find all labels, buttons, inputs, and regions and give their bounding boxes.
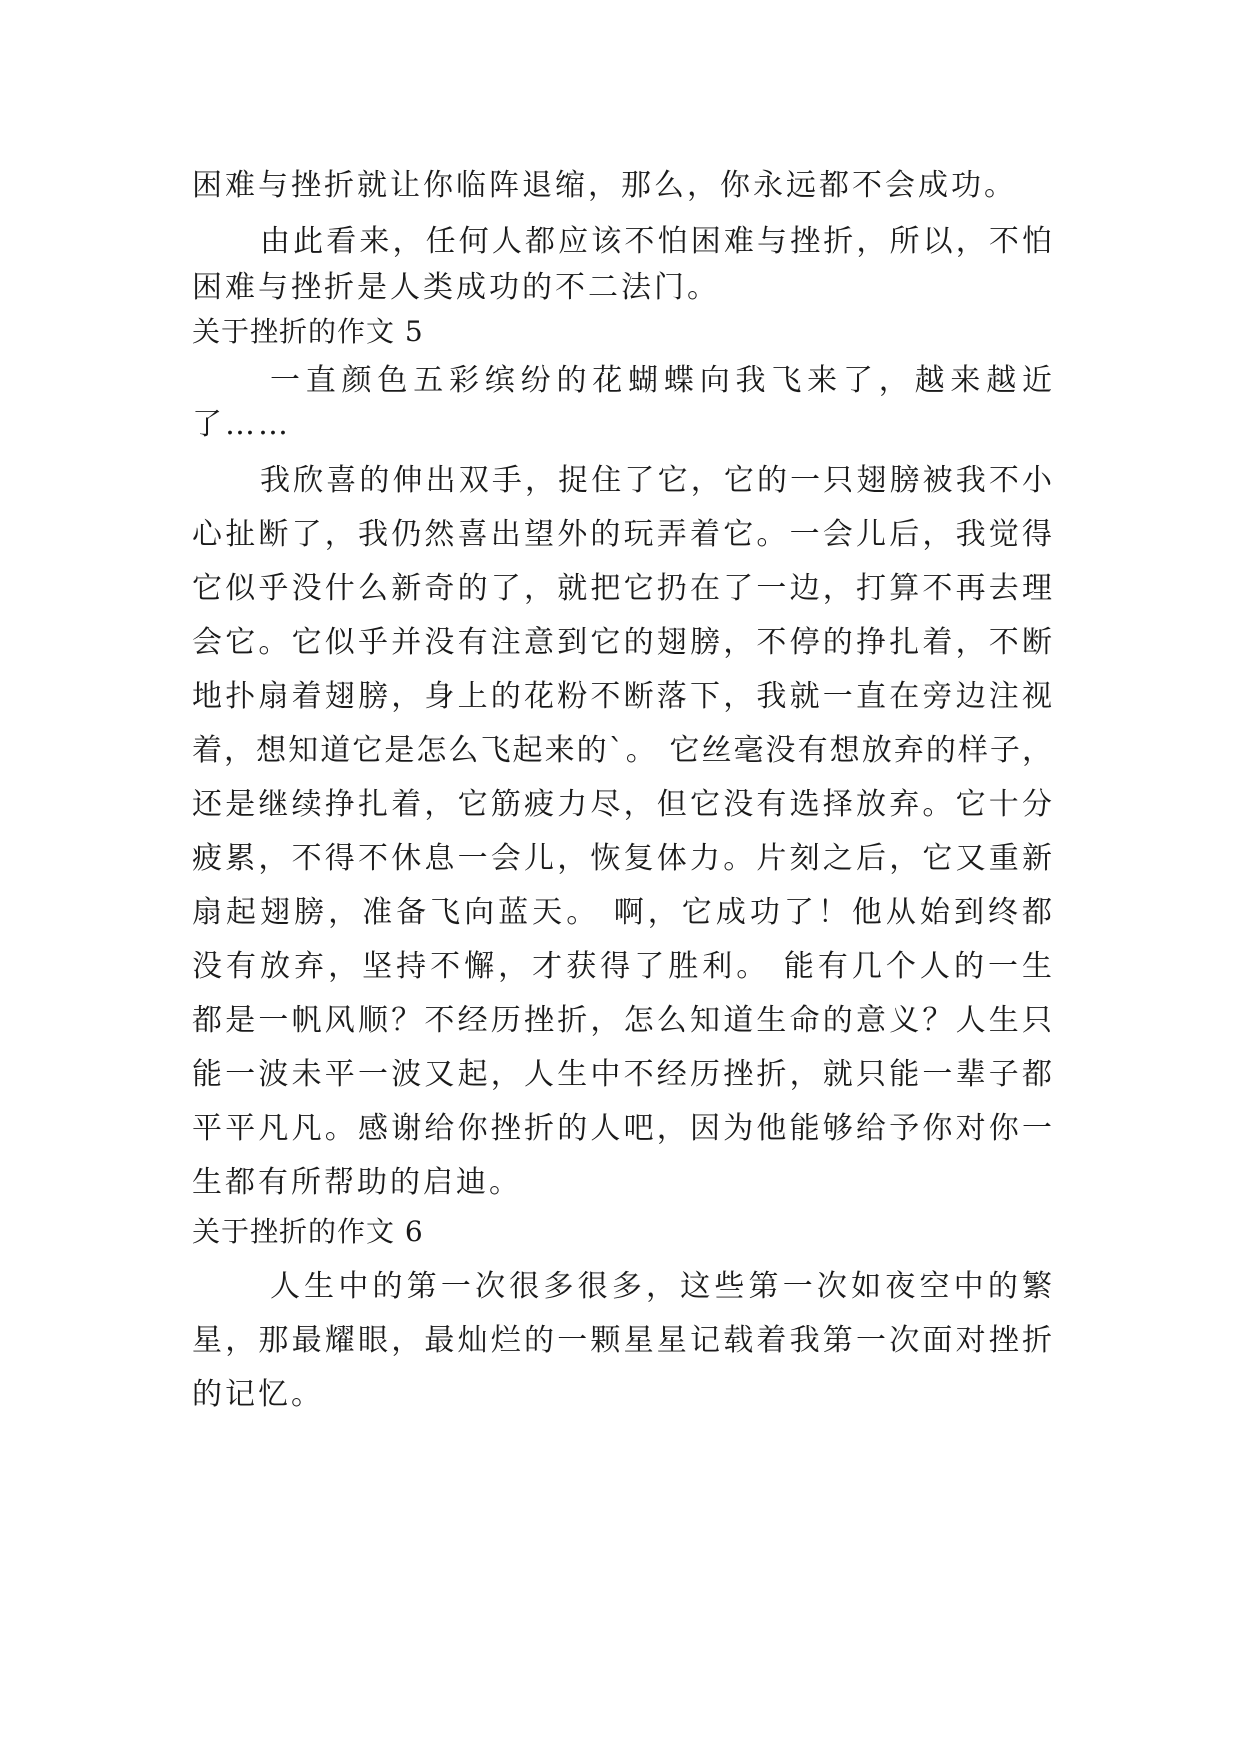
- text-line: 困难与挫折是人类成功的不二法门。: [192, 270, 720, 305]
- text-line: 由此看来，任何人都应该不怕困难与挫折，所以，不怕: [260, 224, 1052, 259]
- text-line: 星，那最耀眼，最灿烂的一颗星星记载着我第一次面对挫折: [192, 1323, 1052, 1358]
- text-line: 都是一帆风顺？不经历挫折，怎么知道生命的意义？人生只: [192, 1003, 1052, 1038]
- text-line: 困难与挫折就让你临阵退缩，那么，你永远都不会成功。: [192, 168, 1017, 203]
- text-line: 人生中的第一次很多很多，这些第一次如夜空中的繁: [270, 1269, 1052, 1304]
- text-line: 的记忆。: [192, 1377, 324, 1412]
- text-line: 扇起翅膀，准备飞向蓝天。 啊，它成功了！他从始到终都: [192, 895, 1052, 930]
- section-heading: 关于挫折的作文 6: [192, 1215, 424, 1248]
- text-line: 着，想知道它是怎么飞起来的`。 它丝毫没有想放弃的样子，: [192, 733, 1052, 768]
- text-line: 地扑扇着翅膀，身上的花粉不断落下，我就一直在旁边注视: [192, 679, 1052, 714]
- text-line: 一直颜色五彩缤纷的花蝴蝶向我飞来了，越来越近: [270, 363, 1052, 398]
- text-line: 会它。它似乎并没有注意到它的翅膀，不停的挣扎着，不断: [192, 625, 1052, 660]
- text-line: 疲累，不得不休息一会儿，恢复体力。片刻之后，它又重新: [192, 841, 1052, 876]
- text-line: 我欣喜的伸出双手，捉住了它，它的一只翅膀被我不小: [260, 463, 1052, 498]
- section-heading: 关于挫折的作文 5: [192, 315, 424, 348]
- text-line: 生都有所帮助的启迪。: [192, 1165, 522, 1200]
- text-line: 能一波未平一波又起，人生中不经历挫折，就只能一辈子都: [192, 1057, 1052, 1092]
- text-line: 没有放弃，坚持不懈，才获得了胜利。 能有几个人的一生: [192, 949, 1052, 984]
- text-line: 平平凡凡。感谢给你挫折的人吧，因为他能够给予你对你一: [192, 1111, 1052, 1146]
- text-line: 了……: [192, 407, 291, 442]
- text-line: 心扯断了，我仍然喜出望外的玩弄着它。一会儿后，我觉得: [192, 517, 1052, 552]
- text-line: 它似乎没什么新奇的了，就把它扔在了一边，打算不再去理: [192, 571, 1052, 606]
- text-line: 还是继续挣扎着，它筋疲力尽，但它没有选择放弃。它十分: [192, 787, 1052, 822]
